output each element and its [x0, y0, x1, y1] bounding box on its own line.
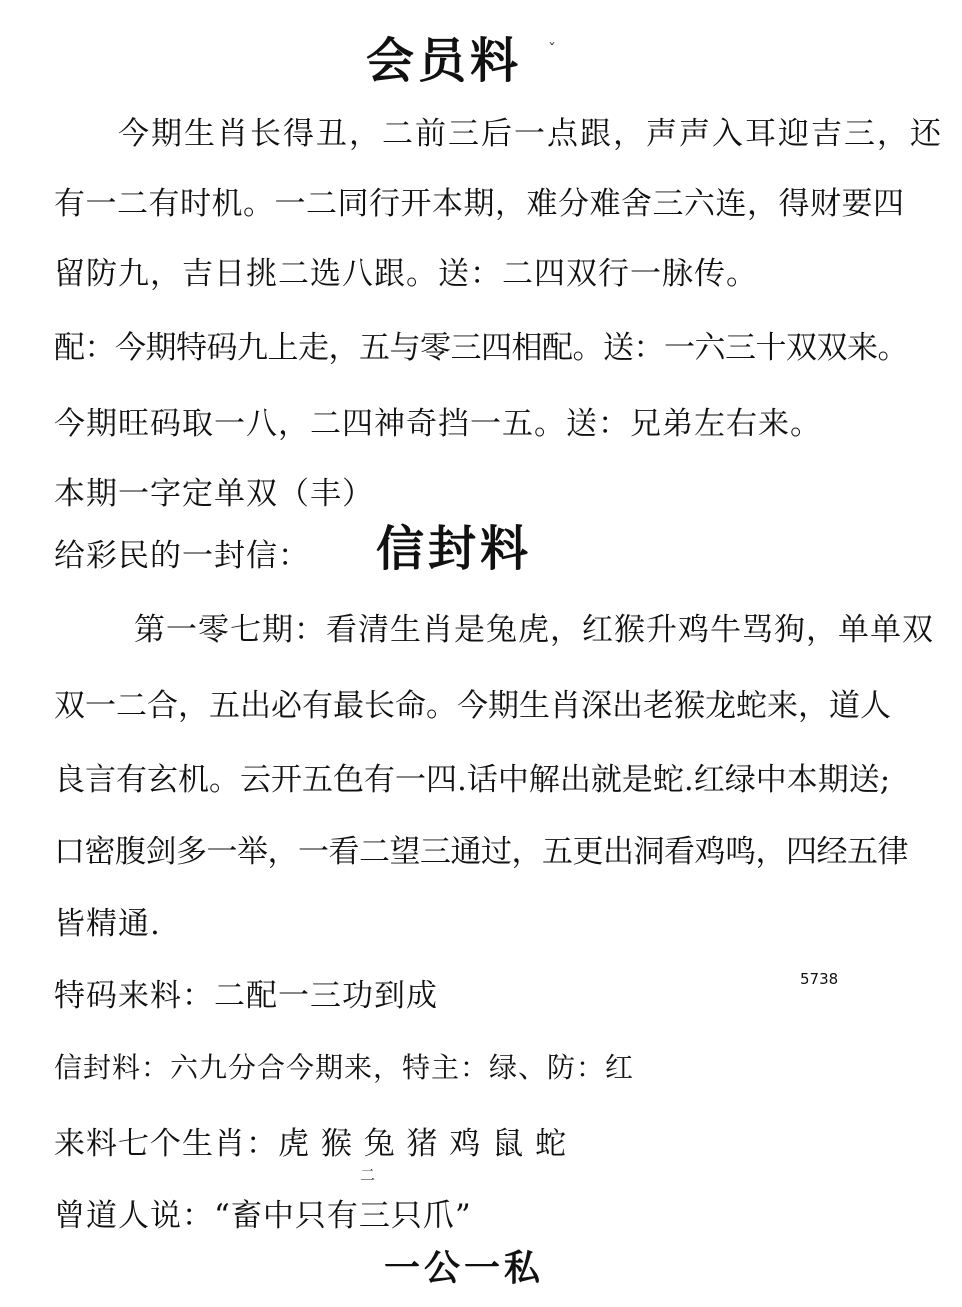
small-mark: 二: [360, 1166, 376, 1184]
section1-line-1: 今期生肖长得丑，二前三后一点跟，声声入耳迎吉三，还: [118, 116, 943, 152]
section1-line-5: 今期旺码取一八，二四神奇挡一五。送：兄弟左右来。: [54, 406, 822, 442]
title-xinfengliao: 信封料: [376, 521, 533, 577]
section2-line-6: 特码来料：二配一三功到成: [54, 978, 438, 1014]
margin-mark: ˇ: [548, 40, 556, 59]
section1-line-2: 有一二有时机。一二同行开本期，难分难舍三六连，得财要四: [54, 186, 905, 222]
stamp-number: 5738: [800, 970, 839, 988]
section2-line-8: 来料七个生肖：虎 猴 兔 猪 鸡 鼠 蛇: [54, 1126, 568, 1162]
section2-line-1: 第一零七期：看清生肖是兔虎，红猴升鸡牛骂狗，单单双: [134, 612, 934, 648]
section2-line-4: 口密腹剑多一举，一看二望三通过，五更出洞看鸡鸣，四经五律: [54, 834, 908, 870]
section2-line-3: 良言有玄机。云开五色有一四.话中解出就是蛇.红绿中本期送;: [54, 762, 891, 798]
section2-line-2: 双一二合，五出必有最长命。今期生肖深出老猴龙蛇来，道人: [54, 688, 891, 724]
section1-line-4: 配：今期特码九上走，五与零三四相配。送：一六三十双双来。: [54, 330, 908, 366]
section1-line-3: 留防九，吉日挑二选八跟。送：二四双行一脉传。: [54, 256, 758, 292]
title-huiyuanliao: 会员料: [366, 33, 523, 89]
section1-line-7: 给彩民的一封信：: [54, 538, 310, 574]
section2-line-9: 曾道人说：“畜中只有三只爪”: [54, 1198, 472, 1234]
section1-line-6: 本期一字定单双（丰）: [54, 476, 374, 512]
section2-line-5: 皆精通.: [54, 906, 161, 942]
section2-line-7: 信封料：六九分合今期来，特主：绿、防：红: [54, 1051, 635, 1084]
title-yigongyisi: 一公一私: [384, 1247, 545, 1289]
